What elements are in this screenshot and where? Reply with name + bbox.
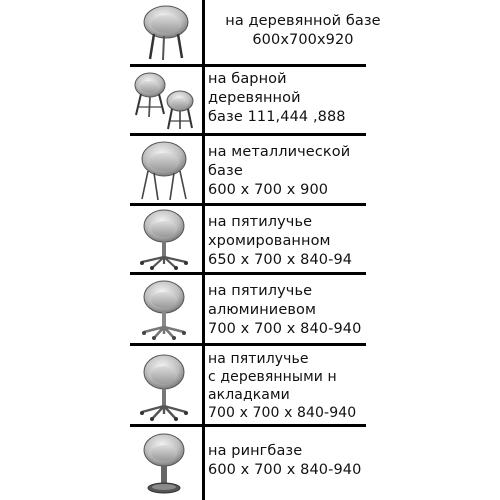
row-7-text: на рингбазе 600 x 700 x 840-940 bbox=[208, 443, 362, 478]
chair-metal-base-icon bbox=[128, 137, 200, 201]
chair-aluminum-five-star-icon bbox=[128, 277, 200, 341]
chair-chrome-five-star-icon bbox=[128, 206, 200, 270]
chair-wood-inlay-five-star-icon bbox=[128, 350, 200, 422]
row-4-text: на пятилучье хромированном 650 x 700 x 840-94 bbox=[208, 214, 353, 268]
chair-bar-wooden-base-icon bbox=[128, 67, 200, 131]
chair-ring-base-icon bbox=[128, 430, 200, 496]
row-3-text: на металлической базе 600 x 700 x 900 bbox=[208, 144, 351, 198]
row-1-text: на деревянной базе 600x700x920 bbox=[225, 13, 381, 48]
row-divider bbox=[130, 343, 366, 346]
row-2-text: на барной деревянной базе 111,444 ,888 bbox=[208, 71, 346, 125]
row-6-text: на пятилучье с деревянными н акладками 700 x 700 x 840-940 bbox=[208, 351, 357, 421]
row-divider bbox=[130, 424, 366, 427]
row-divider bbox=[130, 133, 366, 136]
row-divider bbox=[130, 272, 366, 275]
chair-wooden-base-icon bbox=[128, 2, 200, 62]
row-5-text: на пятилучье алюминиевом 700 x 700 x 840-940 bbox=[208, 283, 362, 337]
